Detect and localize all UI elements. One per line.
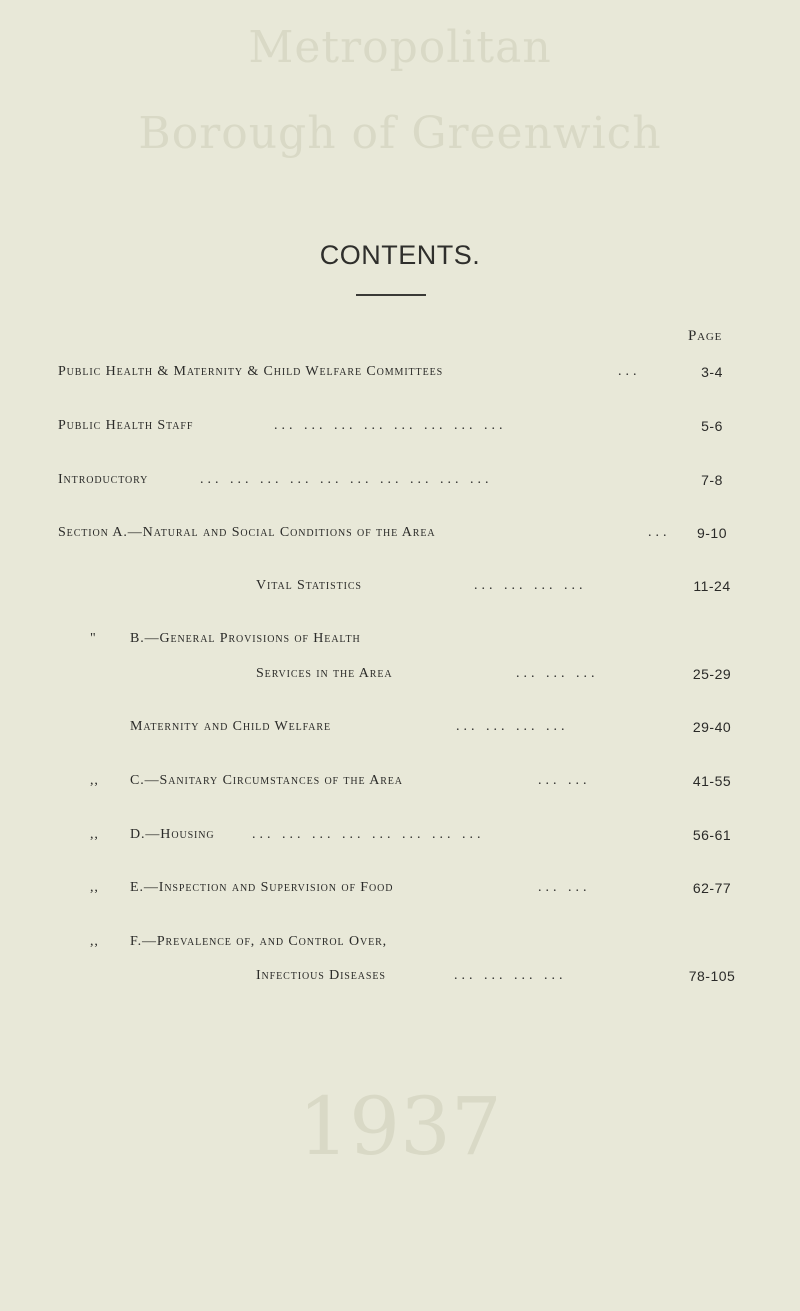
toc-entry-page: 9-10 [696, 525, 728, 541]
toc-leader-dots: ... [648, 525, 671, 540]
show-through-text-2: Borough of Greenwich [138, 108, 662, 159]
show-through-text-1: Metropolitan [248, 22, 552, 73]
toc-entry-page: 11-24 [693, 578, 731, 594]
toc-entry-services [256, 664, 599, 684]
toc-entry-committees [58, 362, 641, 382]
toc-leader-dots: ... ... ... ... ... ... ... ... [274, 418, 507, 433]
toc-entry-label: C.—Sanitary Circumstances of the Area [130, 773, 403, 788]
toc-entry-label: B.—General Provisions of Health [130, 631, 361, 646]
ditto-mark: ,, [90, 934, 99, 949]
toc-entry-page: 41-55 [692, 773, 732, 789]
toc-entry-section-a [58, 523, 671, 543]
toc-leader-dots: ... [618, 364, 641, 379]
toc-leader-dots: ... ... [538, 773, 591, 788]
toc-entry-maternity [130, 717, 569, 737]
toc-entry-page: 62-77 [692, 880, 732, 896]
toc-entry-label: E.—Inspection and Supervision of Food [130, 880, 394, 895]
toc-entry-infectious-diseases [256, 966, 567, 986]
title-divider [356, 294, 426, 296]
toc-entry-page: 56-61 [692, 827, 732, 843]
toc-entry-staff [58, 416, 507, 436]
ditto-mark: " [90, 631, 97, 646]
show-through-text-3: 1937 [298, 1080, 502, 1173]
toc-entry-label: F.—Prevalence of, and Control Over, [130, 934, 388, 949]
toc-entry-page: 5-6 [701, 418, 723, 434]
page-column-header: Page [688, 328, 723, 344]
toc-entry-page: 78-105 [688, 968, 736, 984]
ditto-mark: ,, [90, 827, 99, 842]
toc-leader-dots: ... ... ... ... [474, 578, 587, 593]
toc-entry-label: Infectious Diseases [256, 968, 386, 983]
toc-leader-dots: ... ... ... ... [456, 719, 569, 734]
toc-leader-dots: ... ... ... [516, 666, 599, 681]
toc-entry-introductory [58, 470, 493, 490]
toc-leader-dots: ... ... ... ... [454, 968, 567, 983]
toc-entry-label: Introductory [58, 472, 149, 487]
page-title: CONTENTS. [319, 240, 481, 271]
toc-entry-label: Maternity and Child Welfare [130, 719, 332, 734]
toc-leader-dots: ... ... [538, 880, 591, 895]
toc-entry-page: 3-4 [701, 364, 723, 380]
toc-entry-label: Public Health & Maternity & Child Welfare Committees [58, 364, 444, 379]
toc-entry-label: Public Health Staff [58, 418, 194, 433]
toc-entry-label: Vital Statistics [256, 578, 362, 593]
toc-leader-dots: ... ... ... ... ... ... ... ... [252, 827, 485, 842]
toc-entry-vital-statistics [256, 576, 587, 596]
toc-entry-label: D.—Housing [130, 827, 215, 842]
toc-entry-page: 29-40 [692, 719, 732, 735]
toc-entry-page: 25-29 [692, 666, 732, 682]
ditto-mark: ,, [90, 773, 99, 788]
toc-leader-dots: ... ... ... ... ... ... ... ... ... ... [200, 472, 493, 487]
toc-entry-label: Services in the Area [256, 666, 393, 681]
ditto-mark: ,, [90, 880, 99, 895]
toc-entry-page: 7-8 [701, 472, 723, 488]
toc-entry-label: Section A.—Natural and Social Conditions of the Area [58, 525, 436, 540]
